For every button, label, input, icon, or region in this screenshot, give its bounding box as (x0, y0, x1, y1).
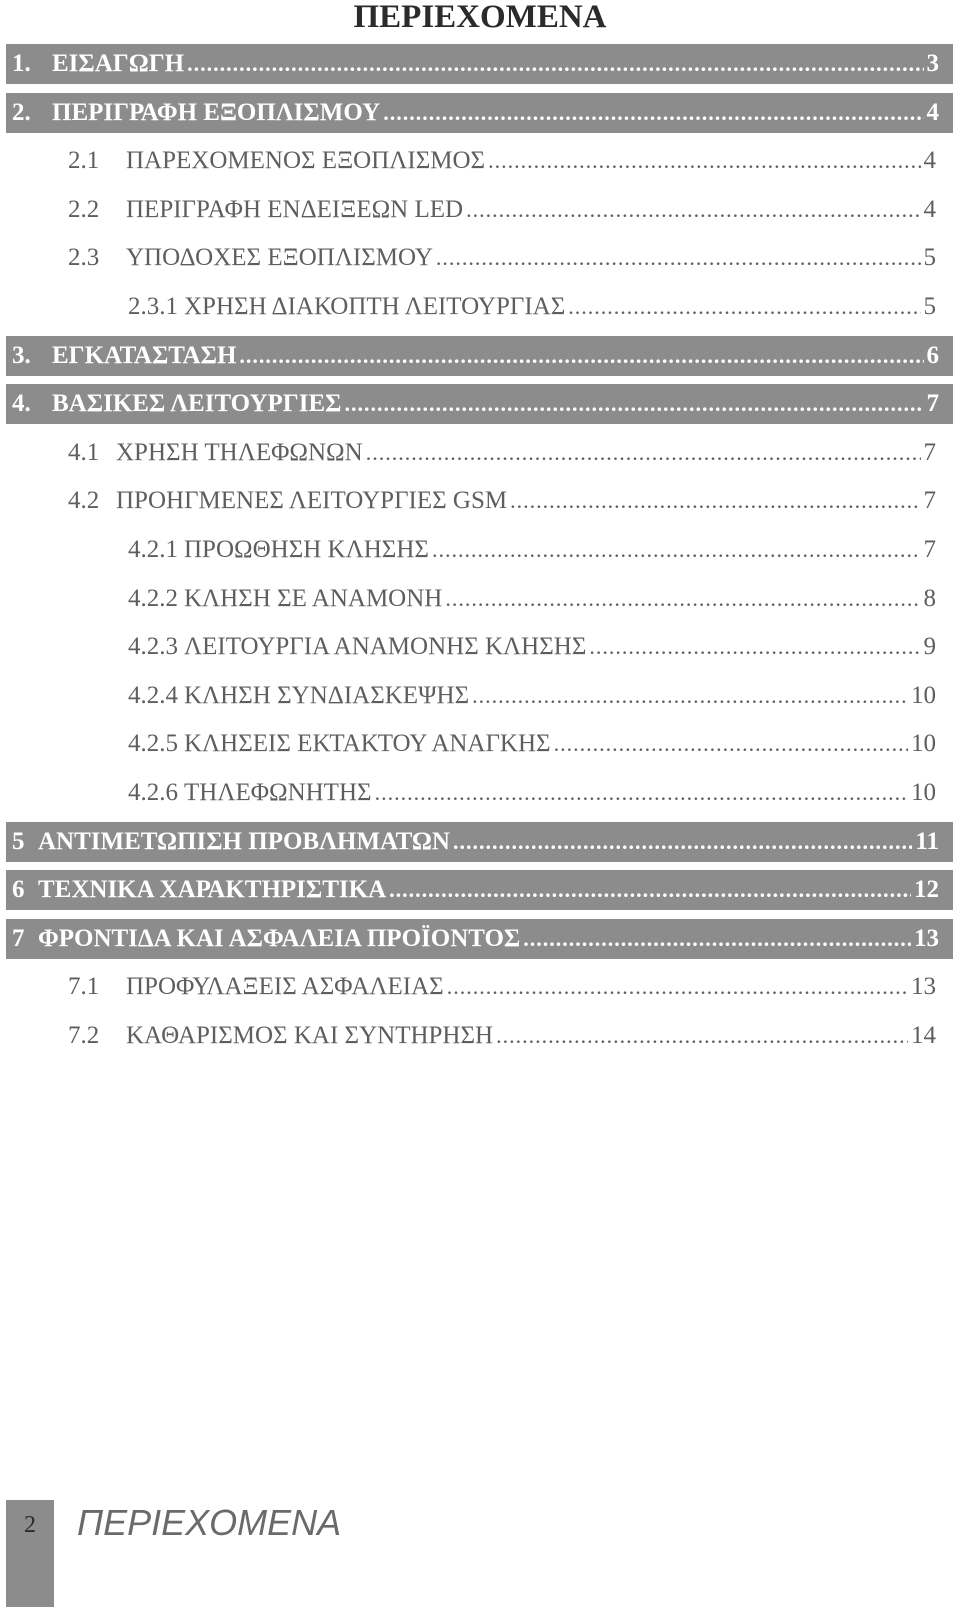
toc-entry-number: 4.2.6 (128, 779, 178, 806)
toc-entry-label: ΠΡΟΦΥΛΑΞΕΙΣ ΑΣΦΑΛΕΙΑΣ (126, 973, 444, 1001)
toc-leader-dots (187, 51, 923, 77)
toc-entry-page: 4 (926, 98, 939, 126)
toc-leader-dots (453, 829, 912, 855)
toc-leader-dots (383, 100, 923, 126)
toc-entry-label: ΤΕΧΝΙΚΑ ΧΑΡΑΚΤΗΡΙΣΤΙΚΑ (38, 876, 387, 904)
toc-leader-dots (472, 683, 908, 709)
toc-entry-number: 4.2.1 (128, 536, 178, 563)
toc-entry-label: ΠΡΟΗΓΜΕΝΕΣ ΛΕΙΤΟΥΡΓΙΕΣ GSM (116, 487, 508, 515)
toc-leader-dots (523, 926, 911, 952)
toc-entry-label: ΚΑΘΑΡΙΣΜΟΣ ΚΑΙ ΣΥΝΤΗΡΗΣΗ (126, 1022, 494, 1049)
toc-entry-label: ΥΠΟΔΟΧΕΣ ΕΞΟΠΛΙΣΜΟΥ (126, 244, 433, 272)
toc-entry-number: 2.1 (68, 147, 100, 175)
toc-leader-dots (496, 1023, 908, 1049)
toc-entry[interactable] (0, 481, 960, 521)
toc-entry[interactable] (0, 724, 960, 764)
toc-entry-number: 4.2 (68, 487, 100, 515)
toc-entry-number: 4.2.5 (128, 730, 178, 758)
toc-entry-label: ΛΕΙΤΟΥΡΓΙΑ ΑΝΑΜΟΝΗΣ ΚΛΗΣΗΣ (184, 633, 587, 661)
toc-leader-dots (239, 343, 923, 369)
toc-entry[interactable] (6, 93, 953, 133)
toc-entry[interactable] (0, 287, 960, 327)
toc-entry-page: 14 (911, 1022, 936, 1049)
toc-leader-dots (466, 197, 920, 223)
toc-entry-number: 2.3.1 (128, 293, 178, 320)
toc-leader-dots (432, 537, 921, 563)
toc-entry-label: ΚΛΗΣΗ ΣΥΝΔΙΑΣΚΕΨΗΣ (184, 681, 470, 709)
toc-leader-dots (436, 245, 921, 271)
toc-entry-label: ΤΗΛΕΦΩΝΗΤΗΣ (184, 779, 372, 806)
toc-entry-page: 7 (923, 536, 936, 563)
toc-entry[interactable] (6, 44, 953, 84)
toc-entry-number: 2.2 (68, 195, 100, 223)
toc-entry[interactable] (6, 822, 953, 862)
toc-entry-page: 10 (911, 730, 936, 758)
toc-entry-page: 4 (923, 195, 936, 223)
toc-entry-number: 2.3 (68, 244, 100, 272)
toc-entry[interactable] (0, 676, 960, 716)
toc-leader-dots (568, 294, 920, 320)
toc-entry-page: 7 (926, 390, 939, 418)
toc-entry[interactable] (6, 336, 953, 376)
toc-entry-page: 13 (914, 924, 939, 952)
toc-entry-label: ΠΕΡΙΓΡΑΦΗ ΕΝΔΕΙΞΕΩΝ LED (126, 195, 464, 223)
toc-leader-dots (375, 780, 908, 806)
toc-entry-label: ΕΓΚΑΤΑΣΤΑΣΗ (52, 341, 237, 369)
toc-entry-page: 7 (923, 438, 936, 466)
toc-entry-label: ΠΡΟΩΘΗΣΗ ΚΛΗΣΗΣ (184, 536, 429, 563)
toc-entry[interactable] (0, 530, 960, 570)
toc-entry[interactable] (0, 1016, 960, 1056)
toc-entry[interactable] (0, 579, 960, 619)
toc-entry-label: ΠΑΡΕΧΟΜΕΝΟΣ ΕΞΟΠΛΙΣΜΟΣ (126, 147, 486, 175)
page-title: ΠΕΡΙΕΧΟΜΕΝΑ (353, 0, 607, 35)
toc-entry-label: ΚΛΗΣΕΙΣ ΕΚΤΑΚΤΟΥ ΑΝΑΓΚΗΣ (184, 730, 551, 758)
toc-entry-number: 4.2.4 (128, 681, 178, 709)
toc-entry-number: 7.2 (68, 1022, 100, 1049)
toc-entry[interactable] (6, 919, 953, 959)
toc-entry-number: 1. (12, 50, 31, 77)
toc-entry-number: 4. (12, 390, 31, 418)
toc-entry-page: 12 (914, 876, 939, 904)
toc-leader-dots (344, 391, 923, 417)
toc-entry[interactable] (0, 238, 960, 278)
toc-entry-label: ΦΡΟΝΤΙΔΑ ΚΑΙ ΑΣΦΑΛΕΙΑ ΠΡΟΪΟΝΤΟΣ (38, 924, 521, 952)
toc-leader-dots (447, 974, 908, 1000)
toc-entry-number: 4.2.3 (128, 633, 178, 661)
toc-entry-label: ΑΝΤΙΜΕΤΩΠΙΣΗ ΠΡΟΒΛΗΜΑΤΩΝ (38, 827, 450, 855)
toc-entry-page: 10 (911, 779, 936, 806)
toc-entry-page: 5 (923, 293, 936, 320)
toc-entry[interactable] (0, 141, 960, 181)
toc-entry-page: 13 (911, 973, 936, 1001)
footer-section-title: ΠΕΡΙΕΧΟΜΕΝΑ (77, 1502, 342, 1543)
toc-entry-page: 8 (923, 584, 936, 612)
toc-entry[interactable] (0, 433, 960, 473)
toc-entry-number: 7 (12, 924, 25, 952)
toc-entry-number: 3. (12, 341, 31, 369)
toc-entry-page: 3 (926, 50, 939, 77)
toc-leader-dots (389, 877, 911, 903)
toc-entry-page: 4 (923, 147, 936, 175)
toc-entry-page: 9 (923, 633, 936, 661)
toc-entry-label: ΕΙΣΑΓΩΓΗ (52, 50, 185, 77)
toc-leader-dots (366, 440, 921, 466)
toc-entry-label: ΚΛΗΣΗ ΣΕ ΑΝΑΜΟΝΗ (184, 584, 443, 612)
toc-leader-dots (445, 586, 920, 612)
toc-entry[interactable] (0, 773, 960, 813)
toc-entry-label: ΧΡΗΣΗ ΤΗΛΕΦΩΝΩΝ (116, 438, 363, 466)
toc-entry-page: 5 (923, 244, 936, 272)
toc-entry-number: 4.2.2 (128, 584, 178, 612)
toc-entry[interactable] (6, 384, 953, 424)
toc-leader-dots (510, 488, 920, 514)
toc-entry-label: ΠΕΡΙΓΡΑΦΗ ΕΞΟΠΛΙΣΜΟΥ (52, 98, 381, 126)
toc-entry[interactable] (6, 870, 953, 910)
toc-entry-number: 6 (12, 876, 25, 904)
toc-leader-dots (589, 634, 920, 660)
toc-entry-page: 7 (923, 487, 936, 515)
toc-entry[interactable] (0, 967, 960, 1007)
toc-entry-label: ΒΑΣΙΚΕΣ ΛΕΙΤΟΥΡΓΙΕΣ (52, 390, 342, 418)
toc-entry-number: 5 (12, 827, 25, 855)
toc-entry-page: 6 (926, 341, 939, 369)
toc-entry-page: 11 (915, 827, 939, 855)
toc-entry[interactable] (0, 627, 960, 667)
footer-page-number: 2 (24, 1512, 36, 1538)
toc-leader-dots (488, 148, 920, 174)
toc-entry-page: 10 (911, 681, 936, 709)
toc-entry-number: 2. (12, 98, 31, 126)
toc-entry-number: 7.1 (68, 973, 100, 1001)
toc-entry-label: ΧΡΗΣΗ ΔΙΑΚΟΠΤΗ ΛΕΙΤΟΥΡΓΙΑΣ (184, 293, 566, 320)
toc-leader-dots (554, 731, 908, 757)
toc-entry[interactable] (0, 190, 960, 230)
toc-entry-number: 4.1 (68, 438, 100, 466)
